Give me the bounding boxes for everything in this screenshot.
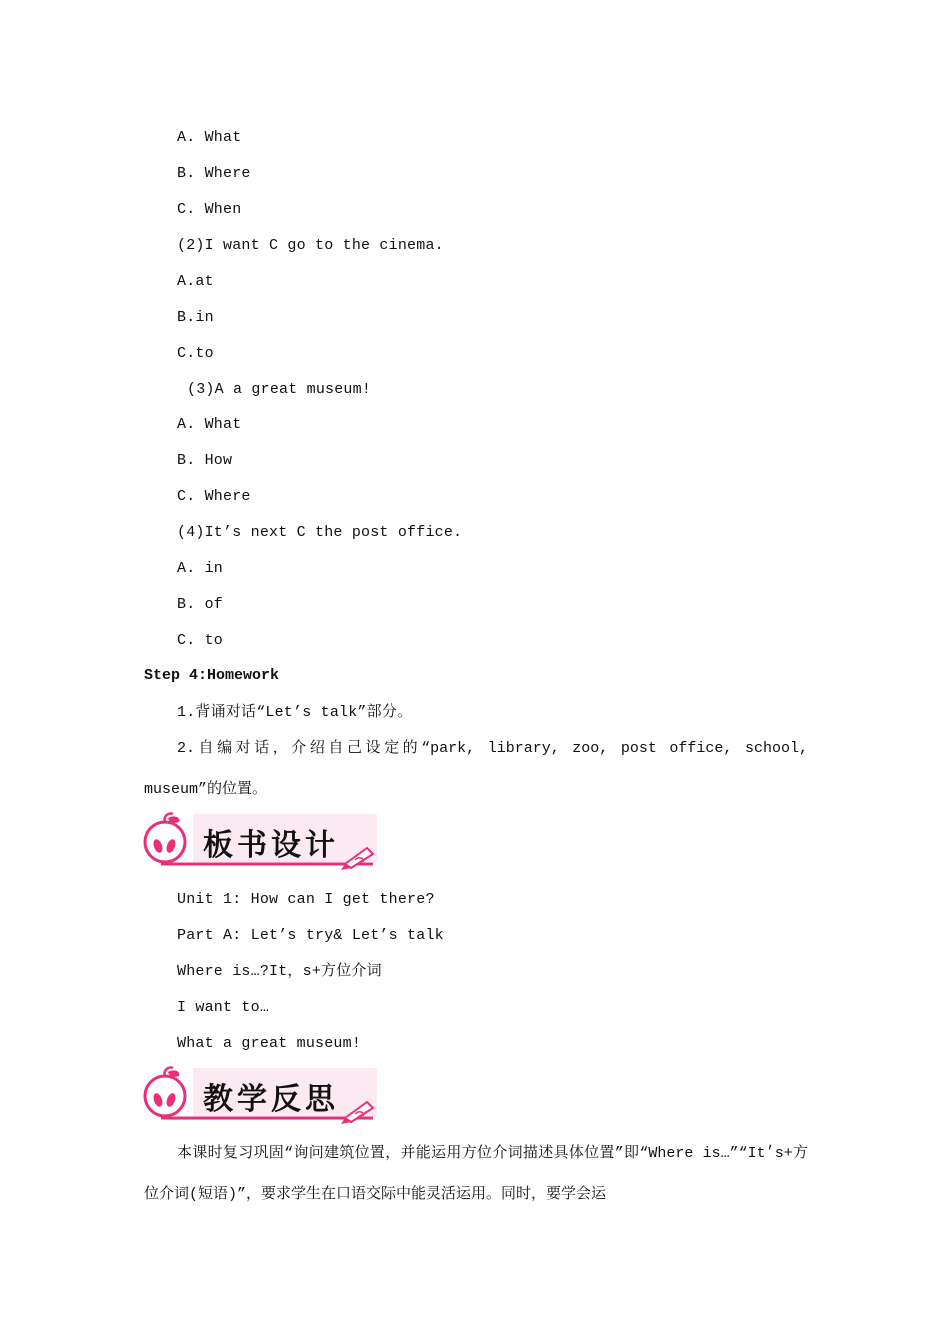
q4-option-c: C. to — [177, 632, 224, 649]
board-line-4: I want to… — [177, 999, 270, 1016]
reflection-text: 本课时复习巩固“询问建筑位置，并能运用方位介词描述具体位置”即“Where is…”“It׳s+方位介词(短语)”，要求学生在口语交际中能灵活运用。同时，要学会运 — [144, 1145, 808, 1203]
homework-item-1: 1.背诵对话“Let’s talk”部分。 — [177, 704, 413, 721]
reflection-title: 教学反思 — [203, 1082, 339, 1117]
board-line-3: Where is…?It，s+方位介词 — [177, 963, 382, 980]
board-line-2: Part A: Let’s try& Let’s talk — [177, 927, 444, 944]
q3-stem: (3)A a great museum! — [187, 381, 372, 398]
homework-item-2: 2.自编对话，介绍自己设定的“park, library, zoo, post office, school, museum”的位置。 — [144, 740, 808, 798]
q3-option-c: C. Where — [177, 488, 251, 505]
board-design-title: 板书设计 — [203, 828, 339, 863]
q4-option-a: A. in — [177, 560, 224, 577]
q2-option-b: B.in — [177, 309, 214, 326]
board-design-banner — [141, 812, 381, 874]
q1-option-b: B. Where — [177, 165, 251, 182]
board-line-1: Unit 1: How can I get there? — [177, 891, 435, 908]
q3-option-a: A. What — [177, 416, 242, 433]
q4-stem: (4)It’s next C the post office. — [177, 524, 463, 541]
q2-option-c: C.to — [177, 345, 214, 362]
q3-option-b: B. How — [177, 452, 233, 469]
board-line-5: What a great museum! — [177, 1035, 362, 1052]
q2-option-a: A.at — [177, 273, 214, 290]
q1-option-c: C. When — [177, 201, 242, 218]
q4-option-b: B. of — [177, 596, 224, 613]
reflection-banner — [141, 1066, 381, 1128]
q1-option-a: A. What — [177, 129, 242, 146]
q2-stem: (2)I want C go to the cinema. — [177, 237, 444, 254]
homework-heading: Step 4:Homework — [144, 667, 280, 684]
